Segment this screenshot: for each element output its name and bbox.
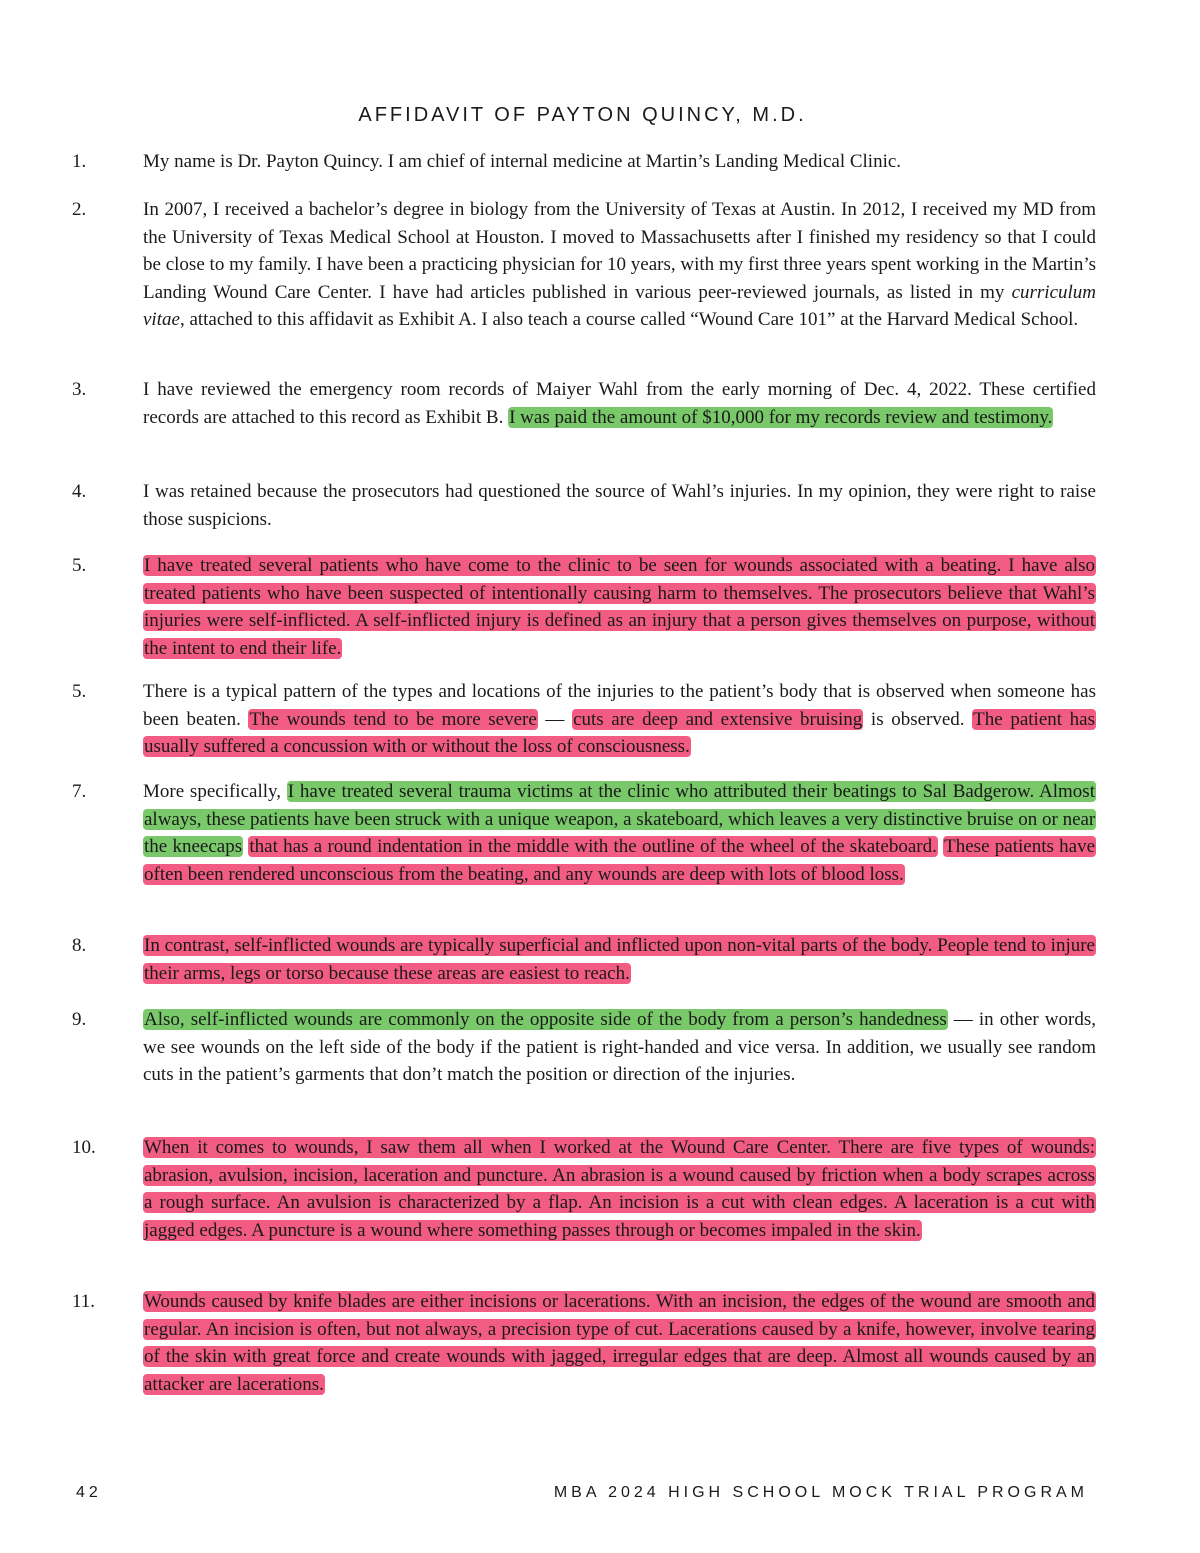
paragraph-number: 5.: [72, 555, 87, 576]
highlighted-text-pink: The wounds tend to be more severe: [249, 708, 537, 730]
paragraph-text: [143, 196, 1096, 334]
text-segment: There is a typical pattern of the types and locations of the injuries to the patient’s body that is observed when someone has been beaten.: [143, 681, 1096, 730]
text-segment: I have reviewed the emergency room records of Maiyer Wahl from the early morning of Dec. 4, 2022. These certified records are attached to this record as Exhibit B.: [143, 379, 1096, 428]
affidavit-paragraph: [72, 478, 1096, 534]
text-segment: More specifically,: [143, 781, 287, 802]
text-segment: — in other words, we see wounds on the left side of the body if the patient is right-handed and vice versa. In addition, we usually see random cuts in the patient’s garments that don’t match the position or direction of the injuries.: [143, 1009, 1096, 1085]
highlighted-text-pink: These patients have often been rendered unconscious from the beating, and any wounds are deep with lots of blood loss.: [144, 836, 1096, 885]
affidavit-paragraph: [72, 678, 1096, 762]
affidavit-paragraph: [72, 1288, 1096, 1400]
paragraph-number: 1.: [72, 151, 87, 172]
highlighted-text-pink: cuts are deep and extensive bruising: [573, 708, 863, 730]
affidavit-paragraph: [72, 1134, 1096, 1274]
page-number: 42: [76, 1484, 102, 1501]
highlighted-text-pink: When it comes to wounds, I saw them all when I worked at the Wound Care Center. There are five types of wounds: abrasion, avulsion, incision, laceration and puncture. An abrasion is a wound caused by friction when a body scrapes across a rough surface. An avulsion is characterized by a flap. An incision is a cut with clean edges. A laceration is a cut with jagged edges. A puncture is a wound where something passes through or becomes impaled in the skin.: [144, 1137, 1095, 1241]
highlighted-text-green: I have treated several trauma victims at the clinic who attributed their beatings to Sal Badgerow. Almost always, these patients have been struck with a unique weapon, a skateboard, which leaves a very distinctive bruise on or near the kneecaps: [144, 781, 1096, 857]
affidavit-paragraph: [72, 552, 1096, 664]
paragraph-text: [143, 552, 1096, 662]
paragraph-number: 4.: [72, 481, 87, 502]
paragraph-text: [143, 678, 1096, 761]
highlighted-text-pink: that has a round indentation in the middle with the outline of the wheel of the skateboard.: [249, 836, 937, 857]
paragraph-number: 7.: [72, 781, 87, 802]
paragraph-text: [143, 1288, 1096, 1398]
affidavit-paragraph: [72, 932, 1096, 988]
text-segment: I was retained because the prosecutors had questioned the source of Wahl’s injuries. In my opinion, they were right to raise those suspicions.: [143, 481, 1096, 530]
paragraph-number: 11.: [72, 1291, 96, 1312]
text-segment: In 2007, I received a bachelor’s degree in biology from the University of Texas at Austin. In 2012, I received my MD from the University of Texas Medical School at Houston. I moved to Massachusetts after I finished my residency so that I could be close to my family. I have been a practicing physician for 10 years, with my first three years spent working in the Martin’s Landing Wound Care Center. I have had articles published in various peer-reviewed journals, as listed in my: [143, 199, 1096, 303]
text-segment: curriculum vitae: [143, 281, 1096, 330]
paragraph-number: 8.: [72, 935, 87, 956]
highlighted-text-pink: Wounds caused by knife blades are either incisions or lacerations. With an incision, the edges of the wound are smooth and regular. An incision is often, but not always, a precision type of cut. Lacerations caused by a knife, however, involve tearing of the skin with great force and create wounds with jagged, irregular edges that are deep. Almost all wounds caused by an attacker are lacerations.: [144, 1291, 1095, 1395]
paragraph-text: [143, 478, 1096, 533]
affidavit-paragraph: [72, 148, 1096, 176]
paragraph-number: 3.: [72, 379, 87, 400]
affidavit-title: AFFIDAVIT OF PAYTON QUINCY, M.D.: [358, 104, 807, 126]
paragraph-text: [143, 376, 1096, 431]
affidavit-paragraph: [72, 196, 1096, 362]
paragraph-number: 5.: [72, 681, 87, 702]
program-footer: MBA 2024 HIGH SCHOOL MOCK TRIAL PROGRAM: [553, 1484, 1088, 1501]
paragraph-text: [143, 932, 1096, 987]
text-segment: , attached to this affidavit as Exhibit A. I also teach a course called “Wound Care 101” at the Harvard Medical School.: [179, 309, 1079, 330]
affidavit-paragraph: [72, 376, 1096, 460]
highlighted-text-pink: In contrast, self-inflicted wounds are typically superficial and inflicted upon non-vital parts of the body. People tend to injure their arms, legs or torso because these areas are easiest to reach.: [144, 935, 1095, 984]
affidavit-paragraph: [72, 778, 1096, 918]
paragraph-text: [143, 1134, 1096, 1244]
text-segment: My name is Dr. Payton Quincy. I am chief of internal medicine at Martin’s Landing Medical Clinic.: [143, 151, 902, 172]
text-segment: —: [537, 708, 573, 730]
highlighted-text-green: I was paid the amount of $10,000 for my records review and testimony.: [509, 406, 1053, 428]
text-segment: is observed.: [863, 708, 973, 730]
paragraph-number: 9.: [72, 1009, 87, 1030]
paragraph-number: 10.: [72, 1137, 96, 1158]
paragraph-text: [143, 148, 1096, 176]
highlighted-text-pink: I have treated several patients who have come to the clinic to be seen for wounds associated with a beating. I have also treated patients who have been suspected of intentionally causing harm to themselves. The prosecutors believe that Wahl’s injuries were self-inflicted. A self-inflicted injury is defined as an injury that a person gives themselves on purpose, without the intent to end their life.: [144, 555, 1095, 659]
paragraph-text: [143, 778, 1096, 888]
highlighted-text-green: Also, self-inflicted wounds are commonly on the opposite side of the body from a person’s handedness: [144, 1009, 947, 1030]
paragraph-text: [143, 1006, 1096, 1089]
highlighted-text-pink: The patient has usually suffered a concussion with or without the loss of consciousness.: [144, 708, 1095, 757]
paragraph-number: 2.: [72, 199, 87, 220]
affidavit-paragraph: [72, 1006, 1096, 1118]
